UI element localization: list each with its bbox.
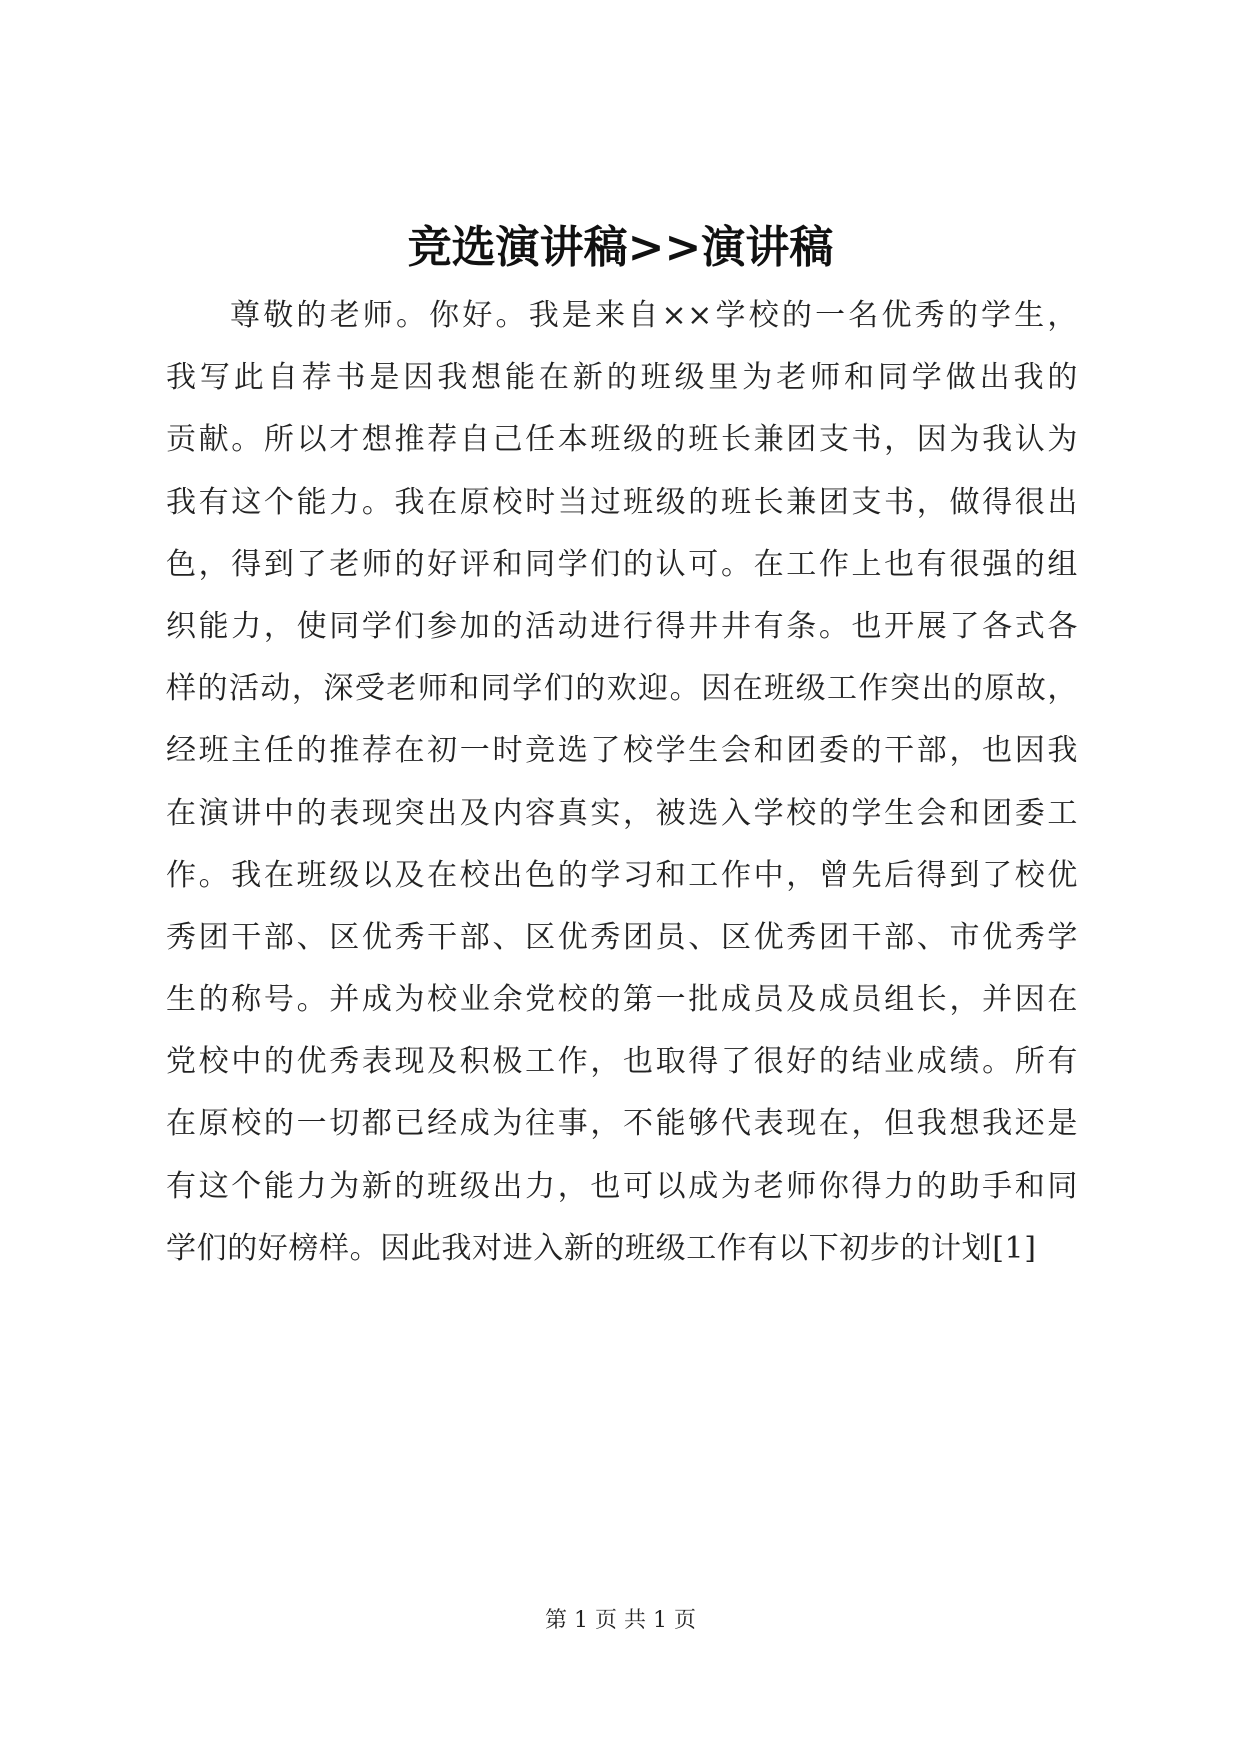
document-title: 竞选演讲稿>>演讲稿: [407, 222, 834, 273]
body-paragraph: [166, 296, 1078, 1291]
paragraph-line: 样的活动，深受老师和同学们的欢迎。因在班级工作突出的原故，: [166, 671, 1078, 707]
paragraph-line: 在原校的一切都已经成为往事，不能够代表现在，但我想我还是: [166, 1106, 1078, 1142]
paragraph-line: 尊敬的老师。你好。我是来自××学校的一名优秀的学生，: [230, 298, 1078, 333]
paragraph-line: 作。我在班级以及在校出色的学习和工作中，曾先后得到了校优: [166, 857, 1078, 893]
paragraph-line: 在演讲中的表现突出及内容真实，被选入学校的学生会和团委工: [166, 795, 1078, 831]
paragraph-line: 色，得到了老师的好评和同学们的认可。在工作上也有很强的组: [166, 546, 1078, 582]
paragraph-line: 有这个能力为新的班级出力，也可以成为老师你得力的助手和同: [166, 1168, 1078, 1204]
paragraph-line: 我有这个能力。我在原校时当过班级的班长兼团支书，做得很出: [166, 484, 1078, 520]
page-footer: 第 1 页 共 1 页: [545, 1608, 696, 1633]
paragraph-line: 织能力，使同学们参加的活动进行得井井有条。也开展了各式各: [166, 608, 1078, 644]
paragraph-line: 经班主任的推荐在初一时竞选了校学生会和团委的干部，也因我: [166, 733, 1078, 769]
paragraph-line: 贡献。所以才想推荐自己任本班级的班长兼团支书，因为我认为: [166, 422, 1078, 458]
paragraph-line: 生的称号。并成为校业余党校的第一批成员及成员组长，并因在: [166, 982, 1078, 1018]
paragraph-line: 学们的好榜样。因此我对进入新的班级工作有以下初步的计划[1]: [166, 1230, 1037, 1266]
paragraph-line: 党校中的优秀表现及积极工作，也取得了很好的结业成绩。所有: [166, 1044, 1078, 1080]
paragraph-line: 秀团干部、区优秀干部、区优秀团员、区优秀团干部、市优秀学: [166, 919, 1078, 955]
paragraph-line: 我写此自荐书是因我想能在新的班级里为老师和同学做出我的: [166, 360, 1078, 396]
